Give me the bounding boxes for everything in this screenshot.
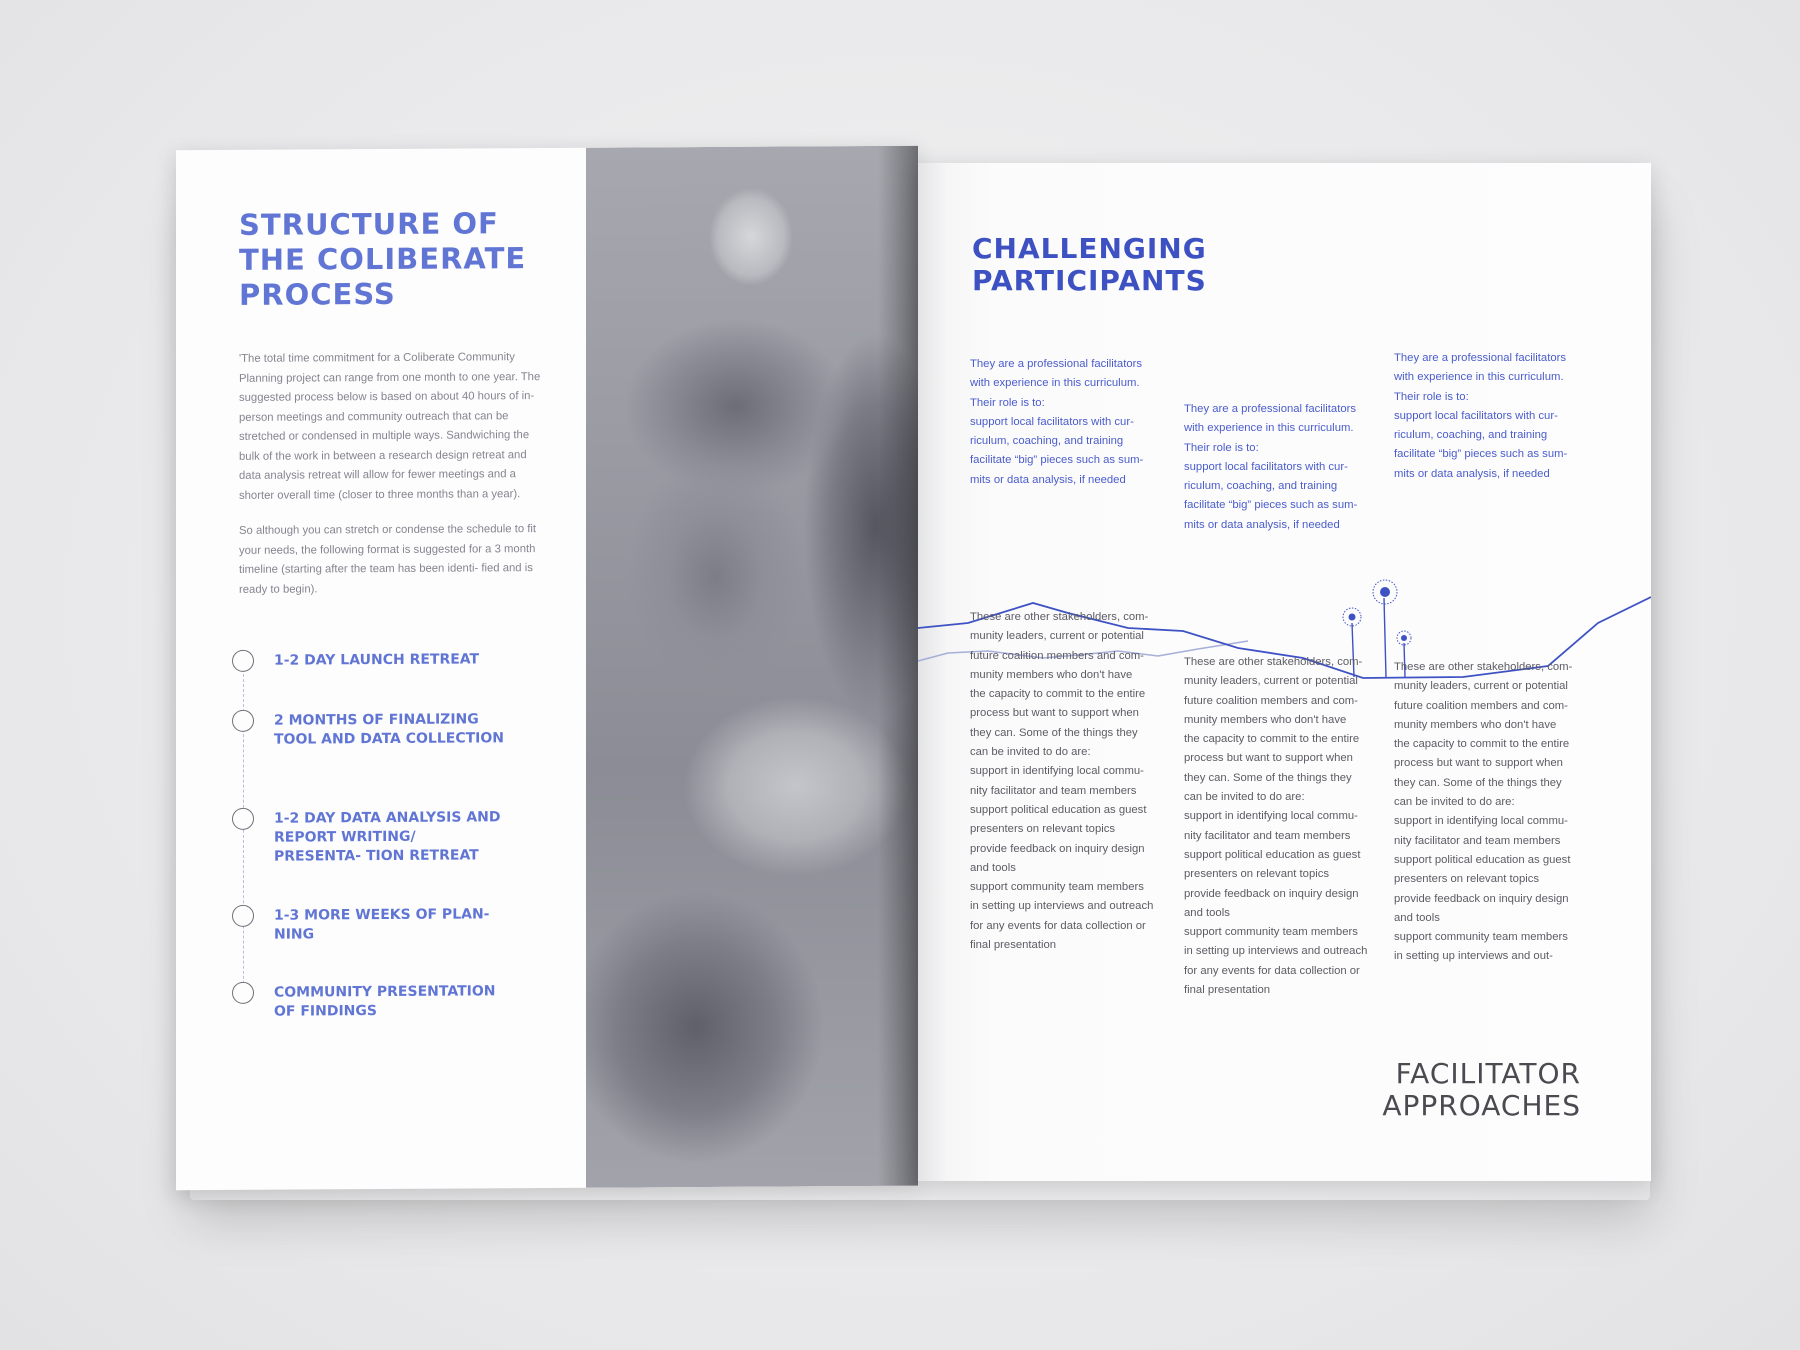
top-column-2 bbox=[1184, 400, 1384, 535]
text-line: and tools bbox=[1184, 906, 1230, 919]
text-line: support community team members bbox=[1394, 931, 1568, 944]
text-line: presenters on relevant topics bbox=[1184, 868, 1330, 881]
top-column-1 bbox=[970, 355, 1170, 490]
timeline-circle-icon bbox=[232, 650, 254, 672]
text-line: riculum, coaching, and training bbox=[1394, 429, 1548, 442]
timeline-step bbox=[232, 903, 532, 943]
text-line: support political education as guest bbox=[1394, 853, 1571, 866]
top-column-3 bbox=[1394, 349, 1594, 484]
text-line: munity leaders, current or potential bbox=[1184, 675, 1358, 688]
text-line: These are other stakeholders, com- bbox=[970, 611, 1149, 623]
text-line: support in identifying local commu- bbox=[970, 765, 1144, 778]
text-line: provide feedback on inquiry design bbox=[1184, 887, 1359, 900]
text-line: These are other stakeholders, com- bbox=[1394, 661, 1573, 673]
text-line: These are other stakeholders, com- bbox=[1184, 656, 1363, 668]
text-line: facilitate “big” pieces such as sum- bbox=[1184, 499, 1358, 512]
timeline-step-label: COMMUNITY PRESENTATION OF FINDINGS bbox=[274, 983, 496, 1020]
text-line: support community team members bbox=[970, 881, 1144, 894]
text-line: They are a professional facilitators bbox=[1394, 352, 1567, 364]
text-line: process but want to support when bbox=[1184, 752, 1353, 765]
text-line: munity leaders, current or potential bbox=[1394, 680, 1568, 693]
text-line: nity facilitator and team members bbox=[1184, 829, 1351, 842]
timeline-step-label: 1-3 MORE WEEKS OF PLAN- NING bbox=[274, 906, 490, 943]
text-line: support in identifying local commu- bbox=[1394, 815, 1568, 828]
text-line: munity members who don't have bbox=[1394, 718, 1557, 731]
bottom-column-3 bbox=[1394, 658, 1594, 967]
text-line: with experience in this curriculum. bbox=[1184, 422, 1354, 435]
timeline-step-label: 1-2 DAY DATA ANALYSIS AND REPORT WRITING/ PRESENTA- TION RETREAT bbox=[274, 809, 501, 865]
text-line: in setting up interviews and outreach bbox=[1184, 945, 1368, 958]
timeline-circle-icon bbox=[232, 808, 254, 830]
timeline-step bbox=[232, 806, 532, 865]
timeline-step bbox=[232, 980, 532, 1020]
text-line: Their role is to: bbox=[1184, 441, 1259, 454]
text-line: the capacity to commit to the entire bbox=[970, 688, 1146, 701]
text-line: future coalition members and com- bbox=[1184, 694, 1358, 707]
text-line: mits or data analysis, if needed bbox=[1184, 518, 1340, 531]
text-line: presenters on relevant topics bbox=[1394, 873, 1540, 886]
text-line: riculum, coaching, and training bbox=[1184, 480, 1338, 493]
text-line: process but want to support when bbox=[1394, 757, 1563, 770]
text-line: munity members who don't have bbox=[970, 668, 1133, 681]
text-line: Their role is to: bbox=[1394, 390, 1469, 403]
text-line: future coalition members and com- bbox=[970, 649, 1144, 662]
text-line: support in identifying local commu- bbox=[1184, 810, 1358, 823]
text-line: with experience in this curriculum. bbox=[1394, 371, 1564, 384]
text-line: riculum, coaching, and training bbox=[970, 435, 1124, 448]
bottom-column-2 bbox=[1184, 653, 1384, 1000]
text-line: they can. Some of the things they bbox=[1394, 776, 1562, 789]
text-line: support political education as guest bbox=[970, 803, 1147, 816]
text-line: nity facilitator and team members bbox=[1394, 834, 1561, 847]
text-line: and tools bbox=[1394, 911, 1440, 924]
text-line: for any events for data collection or bbox=[970, 919, 1146, 932]
text-line: provide feedback on inquiry design bbox=[1394, 892, 1569, 905]
text-line: They are a professional facilitators bbox=[1184, 403, 1357, 415]
text-line: they can. Some of the things they bbox=[970, 726, 1138, 739]
text-line: support local facilitators with cur- bbox=[1394, 409, 1558, 422]
text-line: final presentation bbox=[970, 939, 1057, 952]
text-line: process but want to support when bbox=[970, 707, 1139, 720]
challenging-participants-title: CHALLENGING PARTICIPANTS bbox=[972, 232, 1207, 297]
right-page bbox=[918, 163, 1651, 1181]
text-line: final presentation bbox=[1184, 984, 1271, 997]
text-line: and tools bbox=[970, 861, 1016, 874]
text-line: support political education as guest bbox=[1184, 848, 1361, 861]
left-page bbox=[176, 146, 918, 1191]
intro-paragraph-2: So although you can stretch or condense the schedule to fit your needs, the following format is suggested for a 3 month timeline (starting after the team has been identi- fied and is ready to begin). bbox=[239, 523, 537, 596]
text-line: They are a professional facilitators bbox=[970, 358, 1143, 370]
text-line: in setting up interviews and outreach bbox=[970, 900, 1154, 913]
text-line: can be invited to do are: bbox=[1184, 791, 1305, 804]
timeline-circle-icon bbox=[232, 710, 254, 732]
text-line: munity members who don't have bbox=[1184, 713, 1347, 726]
text-line: the capacity to commit to the entire bbox=[1184, 733, 1360, 746]
timeline-step-label: 2 MONTHS OF FINALIZING TOOL AND DATA COLLECTION bbox=[274, 711, 504, 748]
text-line: presenters on relevant topics bbox=[970, 823, 1116, 836]
facilitator-approaches-title: FACILITATOR APPROACHES bbox=[1382, 1057, 1581, 1122]
text-line: Their role is to: bbox=[970, 396, 1045, 409]
text-line: support local facilitators with cur- bbox=[1184, 460, 1348, 473]
text-line: future coalition members and com- bbox=[1394, 699, 1568, 712]
bottom-column-1 bbox=[970, 608, 1170, 955]
process-timeline bbox=[232, 648, 532, 1030]
text-line: can be invited to do are: bbox=[970, 746, 1091, 759]
text-line: mits or data analysis, if needed bbox=[1394, 467, 1550, 480]
text-line: nity facilitator and team members bbox=[970, 784, 1137, 797]
text-line: they can. Some of the things they bbox=[1184, 771, 1352, 784]
timeline-step-label: 1-2 DAY LAUNCH RETREAT bbox=[274, 651, 480, 669]
timeline-circle-icon bbox=[232, 982, 254, 1004]
text-line: in setting up interviews and out- bbox=[1394, 950, 1553, 963]
intro-paragraph-1: 'The total time commitment for a Coliberate Community Planning project can range from one month to one year. The suggested process below is based on about 40 hours of in- person meetings and community outreach that can be stretched or condensed in multiple ways. Sandwiching the bulk of the work in between a research design retreat and data analysis retreat will allow for fewer meetings and a shorter overall time (closer to three months than a year). bbox=[239, 351, 541, 502]
text-line: for any events for data collection or bbox=[1184, 964, 1360, 977]
text-line: facilitate “big” pieces such as sum- bbox=[1394, 448, 1568, 461]
page-fold-shadow bbox=[878, 146, 918, 1186]
workshop-photo bbox=[586, 146, 918, 1188]
timeline-step bbox=[232, 708, 532, 748]
text-line: with experience in this curriculum. bbox=[970, 377, 1140, 390]
text-line: the capacity to commit to the entire bbox=[1394, 738, 1570, 751]
text-line: facilitate “big” pieces such as sum- bbox=[970, 454, 1144, 467]
text-line: can be invited to do are: bbox=[1394, 796, 1515, 809]
timeline-circle-icon bbox=[232, 905, 254, 927]
intro-text bbox=[239, 348, 549, 616]
text-line: support local facilitators with cur- bbox=[970, 415, 1134, 428]
text-line: munity leaders, current or potential bbox=[970, 630, 1144, 643]
text-line: mits or data analysis, if needed bbox=[970, 473, 1126, 486]
text-line: support community team members bbox=[1184, 926, 1358, 939]
section-title: STRUCTURE OF THE COLIBERATE PROCESS bbox=[239, 206, 527, 312]
timeline-step bbox=[232, 648, 532, 669]
text-line: provide feedback on inquiry design bbox=[970, 842, 1145, 855]
